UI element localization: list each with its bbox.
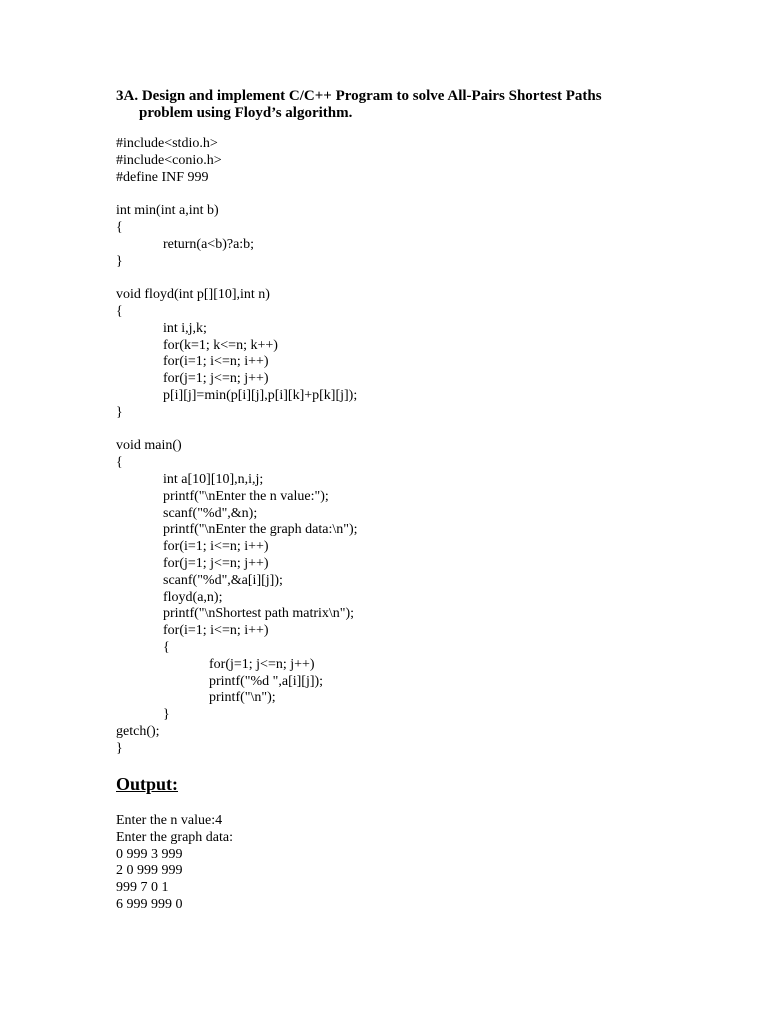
- code-line: int min(int a,int b): [116, 203, 219, 219]
- heading-line-1: 3A. Design and implement C/C++ Program to solve All-Pairs Shortest Paths: [116, 88, 602, 104]
- code-line: p[i][j]=min(p[i][j],p[i][k]+p[k][j]);: [163, 387, 358, 403]
- code-line: for(k=1; k<=n; k++): [163, 337, 278, 353]
- section-heading: [116, 88, 602, 122]
- code-line: #include<stdio.h>: [116, 136, 218, 151]
- code-line: [116, 186, 358, 203]
- code-line: int i,j,k;: [163, 320, 207, 336]
- heading-line-2: problem using Floyd’s algorithm.: [139, 105, 353, 121]
- code-line: }: [116, 404, 123, 420]
- code-line: [116, 422, 358, 439]
- code-line: }: [163, 707, 170, 723]
- code-line: #define INF 999: [116, 169, 209, 185]
- code-line: for(j=1; j<=n; j++): [163, 555, 269, 571]
- code-line: scanf("%d",&n);: [163, 505, 258, 521]
- output-line: 999 7 0 1: [116, 880, 169, 896]
- output-line: 0 999 3 999: [116, 846, 183, 862]
- code-line: for(j=1; j<=n; j++): [209, 656, 315, 672]
- code-line: int a[10][10],n,i,j;: [163, 471, 264, 487]
- code-line: }: [116, 740, 123, 756]
- code-line: for(i=1; i<=n; i++): [163, 539, 269, 555]
- code-line: void main(): [116, 438, 182, 454]
- code-line: #include<conio.h>: [116, 152, 222, 168]
- code-line: printf("\nEnter the graph data:\n");: [163, 522, 358, 538]
- code-line: void floyd(int p[][10],int n): [116, 287, 270, 303]
- output-line: Enter the graph data:: [116, 829, 234, 845]
- code-line: scanf("%d",&a[i][j]);: [163, 572, 283, 588]
- output-line: 6 999 999 0: [116, 896, 183, 912]
- output-heading: Output:: [116, 774, 179, 794]
- code-line: printf("\n");: [209, 690, 276, 706]
- code-line: for(i=1; i<=n; i++): [163, 623, 269, 639]
- code-line: for(i=1; i<=n; i++): [163, 354, 269, 370]
- code-line: {: [116, 303, 123, 319]
- code-line: return(a<b)?a:b;: [163, 236, 255, 252]
- code-line: printf("\nEnter the n value:");: [163, 488, 329, 504]
- code-line: {: [116, 219, 123, 235]
- code-line: [116, 270, 358, 287]
- code-listing: [116, 136, 358, 757]
- code-line: printf("\nShortest path matrix\n");: [163, 606, 355, 622]
- code-line: {: [116, 455, 123, 471]
- code-line: {: [163, 639, 170, 655]
- code-line: floyd(a,n);: [163, 589, 223, 605]
- code-line: for(j=1; j<=n; j++): [163, 371, 269, 387]
- code-line: getch();: [116, 723, 160, 739]
- code-line: printf("%d ",a[i][j]);: [209, 673, 324, 689]
- output-line: 2 0 999 999: [116, 863, 183, 879]
- output-listing: [116, 813, 233, 914]
- output-line: Enter the n value:4: [116, 813, 223, 828]
- code-line: }: [116, 253, 123, 269]
